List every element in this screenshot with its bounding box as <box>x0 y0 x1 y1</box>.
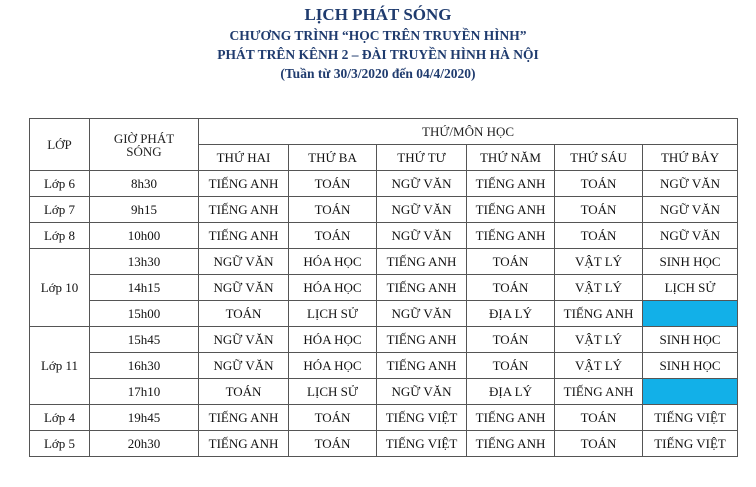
subject-cell: TIẾNG ANH <box>377 249 467 275</box>
subject-cell: NGỮ VĂN <box>377 197 467 223</box>
time-header-label: GIỜ PHÁT SÓNG <box>113 130 175 159</box>
channel-subtitle: PHÁT TRÊN KÊNH 2 – ĐÀI TRUYỀN HÌNH HÀ NỘI <box>217 47 539 62</box>
subject-cell: ĐỊA LÝ <box>467 379 555 405</box>
subject-cell: TOÁN <box>555 405 643 431</box>
time-cell: 19h45 <box>90 405 199 431</box>
day-header: THỨ BA <box>289 145 377 171</box>
subject-cell: TIẾNG ANH <box>467 223 555 249</box>
table-row <box>30 197 738 223</box>
subject-cell: TOÁN <box>289 197 377 223</box>
subject-cell: TOÁN <box>199 301 289 327</box>
grade-cell: Lớp 10 <box>30 249 90 327</box>
table-row <box>30 249 738 275</box>
subject-cell: TIẾNG ANH <box>199 431 289 457</box>
grade-cell: Lớp 4 <box>30 405 90 431</box>
subject-cell: TIẾNG ANH <box>377 353 467 379</box>
subject-cell: TIẾNG ANH <box>467 171 555 197</box>
subject-cell: TIẾNG ANH <box>555 301 643 327</box>
subject-cell: TOÁN <box>555 197 643 223</box>
table-row <box>30 379 738 405</box>
subject-cell: TOÁN <box>289 405 377 431</box>
subject-cell: HÓA HỌC <box>289 353 377 379</box>
grade-header: LỚP <box>30 119 90 171</box>
day-header: THỨ HAI <box>199 145 289 171</box>
table-row <box>30 405 738 431</box>
subject-cell: NGỮ VĂN <box>377 223 467 249</box>
subject-cell: NGỮ VĂN <box>199 327 289 353</box>
program-subtitle: CHƯƠNG TRÌNH “HỌC TRÊN TRUYỀN HÌNH” <box>229 28 527 43</box>
table-row <box>30 275 738 301</box>
subject-cell: NGỮ VĂN <box>199 275 289 301</box>
subject-cell: HÓA HỌC <box>289 275 377 301</box>
subject-cell: NGỮ VĂN <box>199 353 289 379</box>
subject-cell: ĐỊA LÝ <box>467 301 555 327</box>
subject-cell: TIẾNG VIỆT <box>377 405 467 431</box>
subject-cell: VẬT LÝ <box>555 327 643 353</box>
subject-cell: TIẾNG ANH <box>199 197 289 223</box>
table-row <box>30 431 738 457</box>
subject-cell: VẬT LÝ <box>555 249 643 275</box>
grade-cell: Lớp 6 <box>30 171 90 197</box>
time-cell: 15h45 <box>90 327 199 353</box>
subject-cell: TIẾNG ANH <box>199 171 289 197</box>
week-range: (Tuần từ 30/3/2020 đến 04/4/2020) <box>280 66 476 81</box>
subject-cell: TIẾNG ANH <box>199 405 289 431</box>
subject-cell: TOÁN <box>555 223 643 249</box>
grade-cell: Lớp 11 <box>30 327 90 405</box>
subject-cell: NGỮ VĂN <box>377 171 467 197</box>
subject-cell: TIẾNG ANH <box>467 405 555 431</box>
subject-cell: TIẾNG VIỆT <box>643 431 738 457</box>
subject-cell: LỊCH SỬ <box>289 379 377 405</box>
highlight-empty-cell <box>643 379 738 405</box>
subject-cell: TOÁN <box>467 353 555 379</box>
subject-cell: NGỮ VĂN <box>643 223 738 249</box>
time-cell: 15h00 <box>90 301 199 327</box>
subject-cell: LỊCH SỬ <box>289 301 377 327</box>
subject-cell: TIẾNG ANH <box>377 275 467 301</box>
subject-cell: SINH HỌC <box>643 327 738 353</box>
time-header <box>90 119 199 171</box>
subject-cell: HÓA HỌC <box>289 327 377 353</box>
schedule-table <box>29 118 738 457</box>
document-title: LỊCH PHÁT SÓNG <box>304 5 452 24</box>
subject-header: THỨ/MÔN HỌC <box>199 119 738 145</box>
subject-cell: NGỮ VĂN <box>377 301 467 327</box>
subject-cell: TIẾNG ANH <box>467 197 555 223</box>
day-header: THỨ BẢY <box>643 145 738 171</box>
time-cell: 10h00 <box>90 223 199 249</box>
subject-cell: VẬT LÝ <box>555 353 643 379</box>
subject-cell: TOÁN <box>289 171 377 197</box>
day-header: THỨ SÁU <box>555 145 643 171</box>
subject-cell: TOÁN <box>199 379 289 405</box>
subject-cell: TIẾNG VIỆT <box>377 431 467 457</box>
subject-cell: LỊCH SỬ <box>643 275 738 301</box>
subject-cell: TOÁN <box>289 223 377 249</box>
subject-cell: SINH HỌC <box>643 249 738 275</box>
subject-cell: SINH HỌC <box>643 353 738 379</box>
subject-cell: HÓA HỌC <box>289 249 377 275</box>
subject-cell: TOÁN <box>555 171 643 197</box>
time-cell: 13h30 <box>90 249 199 275</box>
table-row <box>30 327 738 353</box>
time-cell: 8h30 <box>90 171 199 197</box>
time-cell: 9h15 <box>90 197 199 223</box>
subject-cell: TOÁN <box>467 275 555 301</box>
subject-cell: TIẾNG VIỆT <box>643 405 738 431</box>
grade-cell: Lớp 5 <box>30 431 90 457</box>
subject-cell: VẬT LÝ <box>555 275 643 301</box>
subject-cell: NGỮ VĂN <box>199 249 289 275</box>
subject-cell: TIẾNG ANH <box>555 379 643 405</box>
title-block <box>0 4 756 83</box>
subject-cell: NGỮ VĂN <box>643 171 738 197</box>
grade-cell: Lớp 8 <box>30 223 90 249</box>
subject-cell: TOÁN <box>289 431 377 457</box>
highlight-empty-cell <box>643 301 738 327</box>
subject-cell: TIẾNG ANH <box>467 431 555 457</box>
time-cell: 17h10 <box>90 379 199 405</box>
table-row <box>30 353 738 379</box>
time-cell: 20h30 <box>90 431 199 457</box>
subject-cell: TOÁN <box>555 431 643 457</box>
time-cell: 16h30 <box>90 353 199 379</box>
subject-cell: TIẾNG ANH <box>199 223 289 249</box>
subject-cell: TOÁN <box>467 249 555 275</box>
table-row <box>30 301 738 327</box>
day-header: THỨ TƯ <box>377 145 467 171</box>
subject-cell: TIẾNG ANH <box>377 327 467 353</box>
grade-cell: Lớp 7 <box>30 197 90 223</box>
subject-cell: NGỮ VĂN <box>377 379 467 405</box>
time-cell: 14h15 <box>90 275 199 301</box>
day-header: THỨ NĂM <box>467 145 555 171</box>
subject-cell: NGỮ VĂN <box>643 197 738 223</box>
subject-cell: TOÁN <box>467 327 555 353</box>
table-row <box>30 171 738 197</box>
table-row <box>30 223 738 249</box>
